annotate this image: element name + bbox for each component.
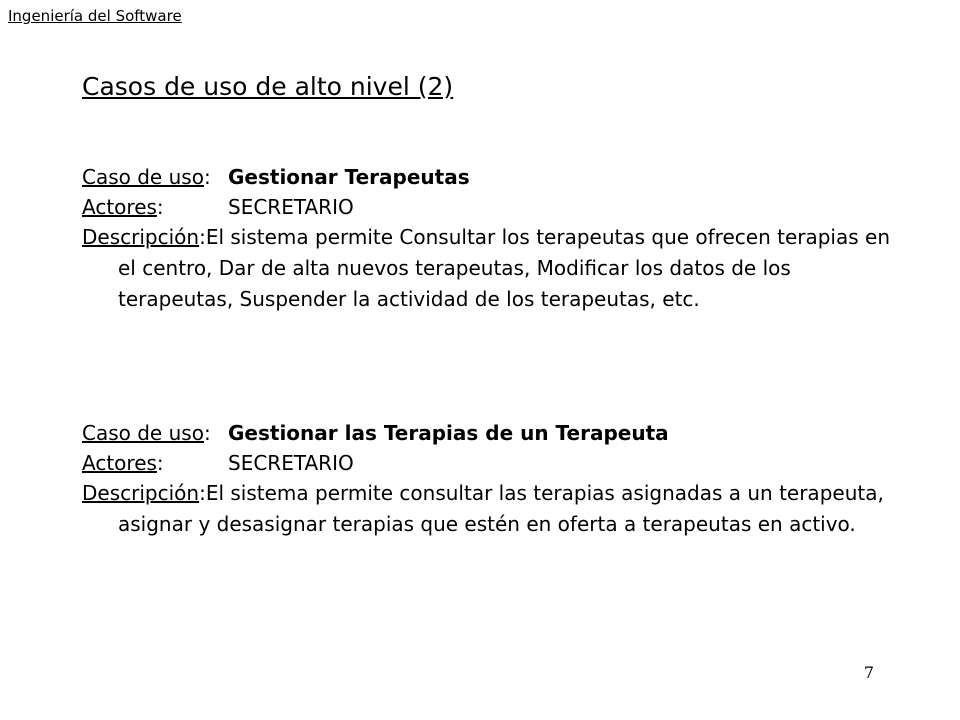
- case-name-label: Caso de uso:: [82, 421, 211, 445]
- course-header: Ingeniería del Software: [8, 7, 182, 25]
- case-name-value: Gestionar Terapeutas: [228, 165, 470, 189]
- case-name-value: Gestionar las Terapias de un Terapeuta: [228, 421, 669, 445]
- actors-label: Actores:: [82, 451, 164, 475]
- description-value: El sistema permite Consultar los terapeutas que ofrecen terapias en el centro, Dar de alta nuevos terapeutas, Modificar los datos de los terapeutas, Suspender la actividad de los terapeutas, etc.: [118, 225, 890, 311]
- actors-value: SECRETARIO: [228, 451, 354, 475]
- actors-label: Actores:: [82, 195, 164, 219]
- description-row: Descripción:El sistema permite consultar las terapias asignadas a un terapeuta, asignar y desasignar terapias que estén en oferta a terapeutas en activo.: [82, 481, 884, 536]
- description-row: Descripción:El sistema permite Consultar los terapeutas que ofrecen terapias en el centro, Dar de alta nuevos terapeutas, Modificar los datos de los terapeutas, Suspender la actividad de los terapeutas, etc.: [82, 225, 890, 311]
- description-value: El sistema permite consultar las terapias asignadas a un terapeuta, asignar y desasignar terapias que estén en oferta a terapeutas en activo.: [118, 481, 884, 536]
- actors-value: SECRETARIO: [228, 195, 354, 219]
- description-label: Descripción: [82, 225, 200, 249]
- case-name-row: [82, 418, 912, 448]
- slide-title: Casos de uso de alto nivel (2): [82, 72, 454, 101]
- use-case-2: [82, 418, 912, 540]
- description-label: Descripción: [82, 481, 200, 505]
- case-name-row: [82, 162, 912, 192]
- use-case-1: [82, 162, 912, 315]
- actors-row: [82, 448, 912, 478]
- page-number: 7: [863, 663, 874, 682]
- case-name-label: Caso de uso:: [82, 165, 211, 189]
- actors-row: [82, 192, 912, 222]
